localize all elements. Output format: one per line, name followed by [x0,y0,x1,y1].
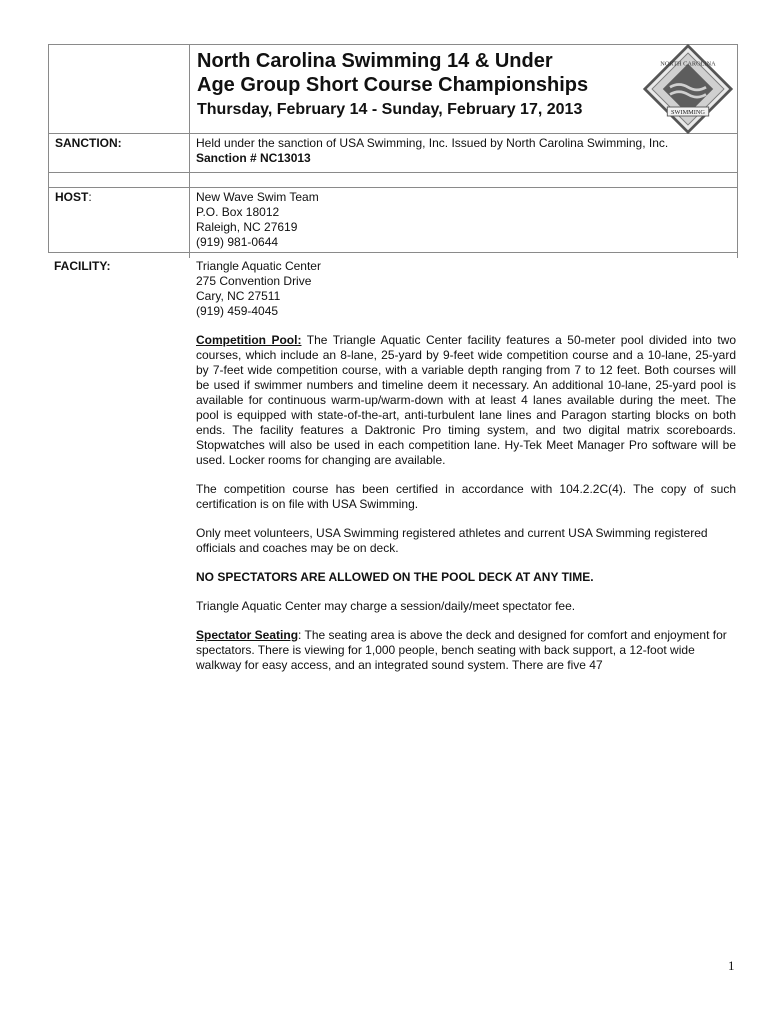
host-value [190,188,738,253]
competition-pool-text: The Triangle Aquatic Center facility features a 50-meter pool divided into two courses, which include an 8-lane, 25-yard by 9-feet wide competition course and a 10-lane, 25-yard by 7-feet wide competition course, with a variable depth ranging from 7 to 12 feet. Both courses will be used if swimmer numbers and timeline deem it necessary. An additional 10-lane, 25-yard pool is available for continuous warm-up/warm-down with at least 4 lanes available during the meet. The pool is equipped with state-of-the-art, anti-turbulent lane lines and Paragon starting blocks on both ends. The facility features a Daktronic Pro timing system, and two digital matrix scoreboards. Stopwatches will also be used in each competition lane. Hy-Tek Meet Manager Pro software will be used. Locker rooms for changing are available. [196,333,736,467]
spacer-cell [190,173,738,188]
meet-dates: Thursday, February 14 - Sunday, February 17, 2013 [197,101,583,118]
logo-text-bottom: SWIMMING [671,109,705,117]
sanction-number: Sanction # NC13013 [196,151,311,165]
nc-swimming-logo-icon [643,44,733,134]
host-label-cell [49,188,190,253]
title-line-2: Age Group Short Course Championships [197,74,589,96]
header-blank-cell [49,45,190,134]
sanction-row [49,134,738,173]
table-divider [189,242,190,258]
sanction-value [190,134,738,173]
facility-label: FACILITY: [54,259,111,273]
host-label-colon: : [88,190,92,204]
competition-pool-heading: Competition Pool: [196,333,302,347]
title-line-1: North Carolina Swimming 14 & Under [197,50,553,72]
competition-pool-paragraph [196,333,736,468]
spectator-seating-heading: Spectator Seating [196,628,299,642]
table-divider [737,242,738,258]
spectator-fee-paragraph: Triangle Aquatic Center may charge a session/daily/meet spectator fee. [196,599,576,613]
facility-address-1: 275 Convention Drive [196,274,312,288]
deck-paragraph: Only meet volunteers, USA Swimming registered athletes and current USA Swimming registered officials and coaches may be on deck. [196,526,708,555]
spectator-seating-text: : The seating area is above the deck and designed for comfort and enjoyment for spectators. There is viewing for 1,000 people, bench seating with back support, a 12-foot wide walkway for easy access, and an integrated sound system. There are five 47 [196,628,727,672]
page-number: 1 [728,958,735,973]
spacer-cell [49,173,190,188]
host-name: New Wave Swim Team [196,190,319,204]
sanction-label: SANCTION: [49,134,190,173]
host-label: HOST [55,190,89,204]
host-row [49,188,738,253]
host-address-2: Raleigh, NC 27619 [196,220,298,234]
facility-section [196,259,736,687]
facility-address-2: Cary, NC 27511 [196,289,281,303]
header-table [48,44,738,253]
no-spectators-notice: NO SPECTATORS ARE ALLOWED ON THE POOL DECK AT ANY TIME. [196,570,594,584]
spectator-seating-paragraph [196,628,736,673]
facility-phone: (919) 459-4045 [196,304,279,318]
facility-address-block [196,259,736,319]
logo-text-top: NORTH CAROLINA [660,60,716,68]
host-phone: (919) 981-0644 [196,235,279,249]
certification-paragraph: The competition course has been certified in accordance with 104.2.2C(4). The copy of such certification is on file with USA Swimming. [196,482,736,511]
facility-name: Triangle Aquatic Center [196,259,321,273]
host-address-1: P.O. Box 18012 [196,205,280,219]
sanction-text: Held under the sanction of USA Swimming, Inc. Issued by North Carolina Swimming, Inc. [196,136,669,150]
